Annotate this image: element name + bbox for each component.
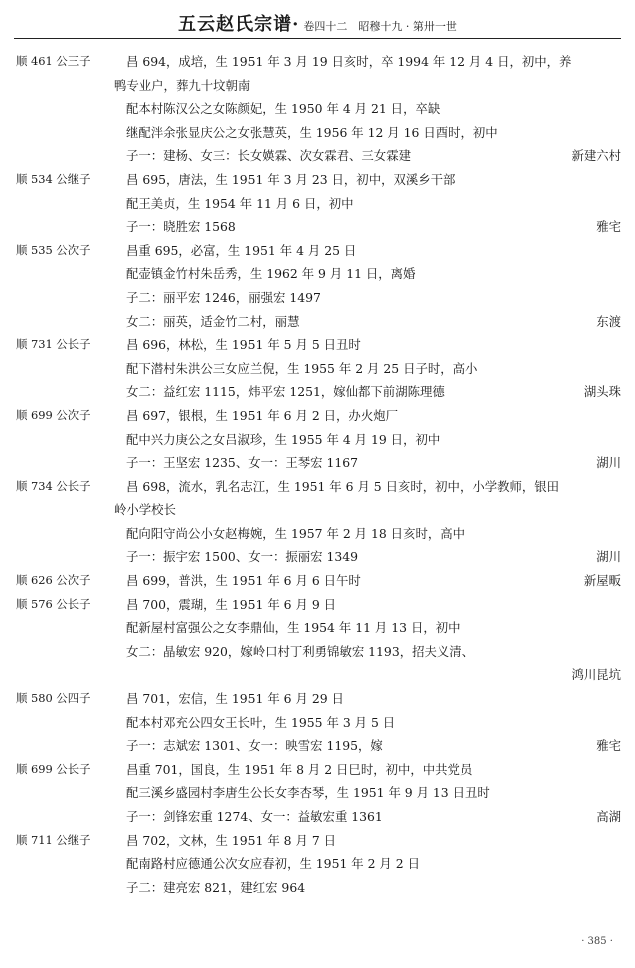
entry-text: 子二：丽平宏 1246，丽强宏 1497 xyxy=(126,289,321,305)
entry-line xyxy=(0,50,635,74)
entry-text: 配下潜村朱洪公三女应兰倪，生 1955 年 2 月 25 日子时，高小 xyxy=(126,360,478,376)
genealogy-entry xyxy=(0,758,635,829)
entry-line xyxy=(0,569,635,593)
entry-line xyxy=(0,215,635,239)
entry-residence: 湖川 xyxy=(596,455,621,471)
genealogy-entry xyxy=(0,404,635,475)
entry-text: 子一：晓胜宏 1568 xyxy=(126,219,236,235)
entry-line xyxy=(0,593,635,617)
entry-line xyxy=(0,545,635,569)
entry-line xyxy=(0,829,635,853)
entry-text: 昌 702，文林，生 1951 年 8 月 7 日 xyxy=(126,832,337,848)
entry-line xyxy=(0,663,635,687)
entry-line xyxy=(0,192,635,216)
entry-lineage-label: 顺 734 公长子 xyxy=(16,478,91,493)
entry-text: 昌 698，流水，乳名志江，生 1951 年 6 月 5 日亥时，初中，小学教师，银田 xyxy=(126,478,560,494)
entry-line xyxy=(0,805,635,829)
entry-lineage-label: 顺 461 公三子 xyxy=(16,54,91,68)
entry-line xyxy=(0,876,635,900)
entry-line xyxy=(0,734,635,758)
entry-residence: 高湖 xyxy=(596,809,621,824)
entry-line xyxy=(0,333,635,357)
genealogy-entry xyxy=(0,569,635,593)
entry-residence: 东渡 xyxy=(596,313,621,329)
page-header xyxy=(0,10,635,34)
entry-text: 子一：振宇宏 1500、女一：振丽宏 1349 xyxy=(126,549,359,565)
entry-text: 子一：剑锋宏重 1274、女一：益敏宏重 1361 xyxy=(126,809,383,824)
entry-text: 子一：王坚宏 1235、女一：王琴宏 1167 xyxy=(126,455,359,471)
entry-text: 女二：丽英，适金竹二村，丽慧 xyxy=(126,313,300,329)
entry-line xyxy=(0,74,635,98)
page-number: · 385 · xyxy=(581,936,613,947)
volume-subtitle: 卷四十二 昭穆十九 · 第卅一世 xyxy=(303,20,457,33)
entry-text: 配向阳守尚公小女赵梅婉，生 1957 年 2 月 18 日亥时，高中 xyxy=(126,525,466,541)
entry-text: 昌 695，唐法，生 1951 年 3 月 23 日，初中，双溪乡干部 xyxy=(126,171,456,187)
entry-line xyxy=(0,451,635,475)
entry-text: 昌 700，震瑚，生 1951 年 6 月 9 日 xyxy=(126,596,337,612)
entry-text: 配新屋村富强公之女李鼎仙，生 1954 年 11 月 13 日，初中 xyxy=(126,620,461,636)
entry-text: 配三溪乡盛园村李唐生公长女李杏琴，生 1951 年 9 月 13 日丑时 xyxy=(126,785,490,801)
header-rule xyxy=(14,38,621,39)
entry-text: 配本村陈汉公之女陈颜妃，生 1950 年 4 月 21 日，卒缺 xyxy=(126,101,441,117)
entry-line xyxy=(0,616,635,640)
entry-text: 配壶镇金竹村朱岳秀，生 1962 年 9 月 11 日，离婚 xyxy=(126,266,416,282)
entry-lineage-label: 顺 699 公次子 xyxy=(16,407,91,422)
entry-lineage-label: 顺 576 公长子 xyxy=(16,596,91,611)
entry-residence: 湖川 xyxy=(596,549,621,565)
entry-text: 配南路村应德通公次女应春初，生 1951 年 2 月 2 日 xyxy=(126,856,420,872)
entry-text: 昌重 701，国良，生 1951 年 8 月 2 日巳时，初中，中共党员 xyxy=(126,761,473,777)
genealogy-entry xyxy=(0,475,635,569)
genealogy-entry xyxy=(0,333,635,404)
entry-text: 昌 694，成培，生 1951 年 3 月 19 日亥时，卒 1994 年 12 月 4 日，初中，养 xyxy=(126,54,572,69)
entry-text: 昌重 695，必富，生 1951 年 4 月 25 日 xyxy=(126,242,357,258)
entry-text: 配本村邓充公四女王长叶，生 1955 年 3 月 5 日 xyxy=(126,714,396,730)
entry-line xyxy=(0,286,635,310)
entry-line xyxy=(0,357,635,381)
entry-text: 昌 701，宏信，生 1951 年 6 月 29 日 xyxy=(126,691,344,707)
entry-text: 女二：晶敏宏 920，嫁岭口村丁利勇锦敏宏 1193，招夫义清、 xyxy=(126,643,475,659)
entry-line xyxy=(0,428,635,452)
entry-lineage-label: 顺 711 公继子 xyxy=(16,832,91,847)
entry-line xyxy=(0,498,635,522)
entry-lineage-label: 顺 580 公四子 xyxy=(16,691,91,706)
entry-text: 配王美贞，生 1954 年 11 月 6 日，初中 xyxy=(126,195,354,211)
entry-line xyxy=(0,475,635,499)
entry-text: 岭小学校长 xyxy=(114,502,176,518)
title-dot: · xyxy=(292,14,300,35)
entry-text: 昌 699，普洪，生 1951 年 6 月 6 日午时 xyxy=(126,573,361,589)
entry-residence: 雅宅 xyxy=(596,738,621,754)
entry-residence: 新屋畈 xyxy=(583,573,621,589)
entry-line xyxy=(0,262,635,286)
entry-line xyxy=(0,522,635,546)
genealogy-entry xyxy=(0,50,635,168)
entry-line xyxy=(0,711,635,735)
genealogy-entries xyxy=(0,50,635,899)
genealogy-entry xyxy=(0,593,635,687)
entry-text: 子一：志斌宏 1301、女一：映雪宏 1195，嫁 xyxy=(126,738,383,754)
entry-lineage-label: 顺 731 公长子 xyxy=(16,337,91,352)
entry-line xyxy=(0,380,635,404)
entry-line xyxy=(0,781,635,805)
entry-line xyxy=(0,144,635,168)
entry-line xyxy=(0,687,635,711)
entry-line xyxy=(0,310,635,334)
entry-text: 女二：益红宏 1115，炜平宏 1251，嫁仙都下前湖陈理德 xyxy=(126,384,445,400)
genealogy-entry xyxy=(0,829,635,900)
entry-lineage-label: 顺 626 公次子 xyxy=(16,573,91,588)
entry-line xyxy=(0,239,635,263)
entry-residence: 新建六村 xyxy=(571,148,621,164)
entry-residence: 鸿川昆坑 xyxy=(571,667,621,683)
entry-line xyxy=(0,168,635,192)
entry-text: 子二：建亮宏 821，建红宏 964 xyxy=(126,879,306,895)
entry-line xyxy=(0,97,635,121)
entry-text: 配中兴力庚公之女吕淑珍，生 1955 年 4 月 19 日，初中 xyxy=(126,431,441,447)
entry-text: 昌 697，银根，生 1951 年 6 月 2 日，办火炮厂 xyxy=(126,407,398,423)
genealogy-entry xyxy=(0,168,635,239)
genealogy-entry xyxy=(0,239,635,333)
entry-text: 鸭专业户，葬九十坟朝南 xyxy=(114,77,251,93)
entry-lineage-label: 顺 534 公继子 xyxy=(16,171,91,186)
genealogy-entry xyxy=(0,687,635,758)
entry-lineage-label: 顺 535 公次子 xyxy=(16,242,91,257)
entry-text: 继配泮余张显庆公之女张慧英，生 1956 年 12 月 16 日酉时，初中 xyxy=(126,124,498,140)
entry-lineage-label: 顺 699 公长子 xyxy=(16,761,91,776)
book-title: 五云赵氏宗谱 xyxy=(178,14,293,35)
entry-text: 子一：建杨、女三：长女媖霖、次女霖君、三女霖建 xyxy=(126,148,411,164)
entry-line xyxy=(0,758,635,782)
entry-residence: 雅宅 xyxy=(596,219,621,235)
entry-residence: 湖头珠 xyxy=(583,384,621,400)
entry-line xyxy=(0,852,635,876)
entry-line xyxy=(0,121,635,145)
entry-line xyxy=(0,640,635,664)
entry-text: 昌 696，林松，生 1951 年 5 月 5 日丑时 xyxy=(126,337,361,353)
entry-line xyxy=(0,404,635,428)
